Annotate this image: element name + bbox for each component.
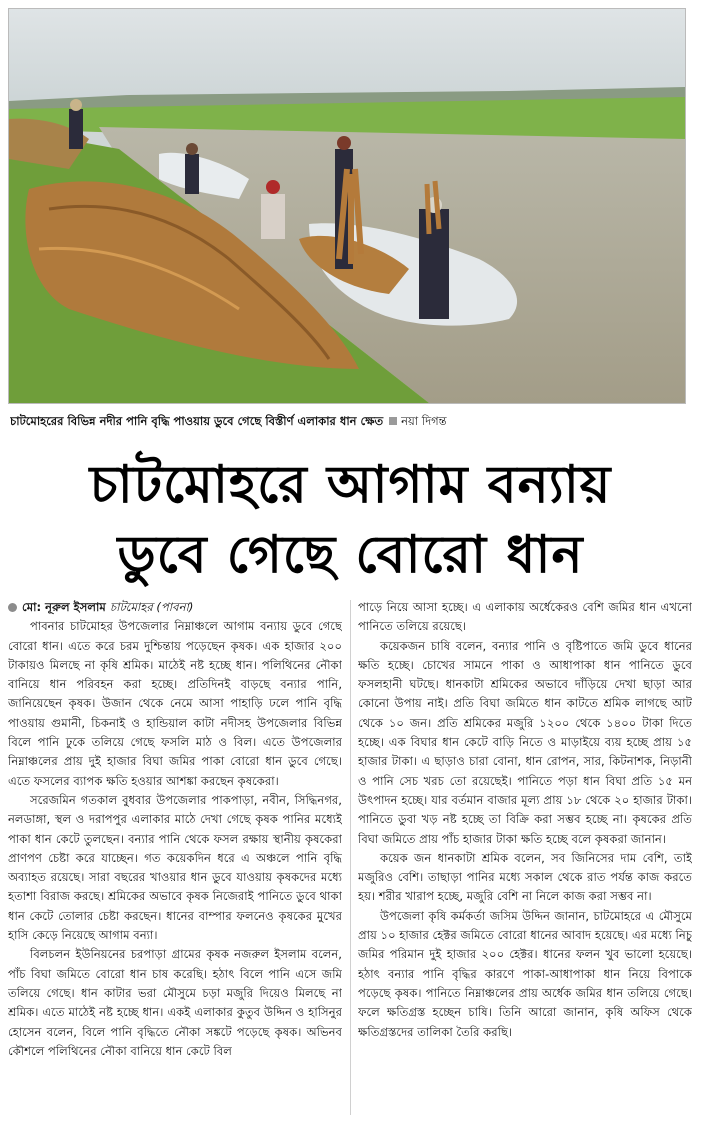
paragraph: বিলচলন ইউনিয়নের চরপাড়া গ্রামের কৃষক নজরুল ইসলাম বলেন, পাঁচ বিঘা জমিতে বোরো ধান চাষ করেছি। হঠাৎ বিলে পানি এসে জমি তলিয়ে গেছে। ধান কাটার ভরা মৌসুমে চড়া মজুরি দিয়েও মিলছে না শ্রমিক। এতে মাঠেই নষ্ট হচ্ছে ধান। একই এলাকার কুতুব উদ্দিন ও হাসিনুর হোসেন বলেন, বিলে পানি বৃদ্ধিতে নৌকা সঙ্কটে পড়েছে কৃষক। অভিনব কৌশলে পলিথিনের নৌকা বানিয়ে ধান কেটে বিল [8,947,342,1058]
byline-name: মো: নূরুল ইসলাম [22,600,106,614]
headline-line-2: ডুবে গেছে বোরো ধান [117,525,584,585]
paragraph: কয়েক জন ধানকাটা শ্রমিক বলেন, সব জিনিসের দাম বেশি, তাই মজুরিও বেশি। তাছাড়া পানির মধ্যে সকাল থেকে রাত পর্যন্ত কাজ করতে হয়। শরীর খারাপ হচ্ছে, মজুরি বেশি না নিলে কাজ করা সম্ভব না। [358,850,692,904]
article-column-right [358,598,692,1118]
news-photo [8,8,686,404]
paragraph: সরেজমিন গতকাল বুধবার উপজেলার পাকপাড়া, নবীন, সিদ্ধিনগর, নলডাঙ্গা, স্থল ও দরাপপুর এলাকার মাঠে দেখা গেছে কৃষক পানির মধ্যেই পাকা ধান কেটে তুলছেন। বন্যার পানি থেকে ফসল রক্ষায় স্থানীয় কৃষকেরা প্রাণপণ চেষ্টা করে যাচ্ছেন। গত কয়েকদিন ধরে এ অঞ্চলে পানি বৃদ্ধি অব্যাহত রয়েছে। সারা বছরের খাওয়ার ধান ডুবে যাওয়ায় কৃষকদের মধ্যে হতাশা বিরাজ করছে। শ্রমিকের অভাবে কৃষক নিজেরাই পানিতে ডুবে থাকা ধান কেটে তোলার চেষ্টা করছেন। ধানের বাম্পার ফলনেও কৃষকের মুখের হাসি কেড়ে নিয়েছে আগাম বন্যা। [8,792,342,943]
caption-credit: নয়া দিগন্ত [401,414,447,428]
paddy-harvest-photo-icon [9,9,685,403]
byline-location: চাটমোহর (পাবনা) [109,600,194,614]
article-column-left [8,598,342,1118]
headline [0,450,701,590]
byline [8,598,342,617]
caption-square-icon [389,417,397,425]
paragraph: পাবনার চাটমোহর উপজেলার নিম্নাঞ্চলে আগাম বন্যায় ডুবে গেছে বোরো ধান। এতে করে চরম দুশ্চিন্তায় পড়েছেন কৃষক। এক হাজার ২০০ টাকায়ও মিলছে না কৃষি শ্রমিক। মাঠেই নষ্ট হচ্ছে ধান। পলিথিনের নৌকা বানিয়ে ধান পরিবহন করা হচ্ছে। প্রতিদিনই বাড়ছে বন্যার পানি, জানিয়েছেন কৃষক। উজান থেকে নেমে আসা পাহাড়ি ঢলে পানি বৃদ্ধি পাওয়ায় গুমানী, চিকনাই ও হান্ডিয়াল কাটা নদীসহ উপজেলার বিভিন্ন বিলে পানি ঢুকে তলিয়ে গেছে ফসলি মাঠ ও বিল। এতে উপজেলার নিম্নাঞ্চলের প্রায় দুই হাজার বিঘা জমির পাকা বোরো ধান ডুবে গেছে। এতে ফসলের ব্যাপক ক্ষতি হওয়ার আশঙ্কা করছেন কৃষকেরা। [8,619,342,788]
photo-caption [10,413,690,429]
paragraph: পাড়ে নিয়ে আসা হচ্ছে। এ এলাকায় অর্ধেকেরও বেশি জমির ধান এখনো পানিতে তলিয়ে রয়েছে। [358,600,692,634]
caption-text: চাটমোহরের বিভিন্ন নদীর পানি বৃদ্ধি পাওয়ায় ডুবে গেছে বিস্তীর্ণ এলাকার ধান ক্ষেত [10,414,384,428]
bullet-icon [8,603,17,612]
paragraph: উপজেলা কৃষি কর্মকর্তা জসিম উদ্দিন জানান, চাটমোহরে এ মৌসুমে প্রায় ১০ হাজার হেক্টর জমিতে বোরো ধানের আবাদ হয়েছে। এর মধ্যে নিচু জমির পরিমান দুই হাজার ২০০ হেক্টর। ধানের ফলন খুব ভালো হয়েছে। হঠাৎ বন্যার পানি বৃদ্ধির কারণে পাকা-আধাপাকা ধান নিয়ে বিপাকে পড়েছে কৃষক। পানিতে নিম্নাঞ্চলের প্রায় অর্ধেক জমির ধান তলিয়ে গেছে। ফলে ক্ষতিগ্রস্ত হচ্ছেন চাষি। তিনি আরো জানান, কৃষি অফিস থেকে ক্ষতিগ্রস্তদের তালিকা তৈরি করছি। [358,908,692,1039]
paragraph: কয়েকজন চাষি বলেন, বন্যার পানি ও বৃষ্টিপাতে জমি ডুবে ধানের ক্ষতি হচ্ছে। চোখের সামনে পাকা ও আধাপাকা ধান পানিতে ডুবে ফসলহানী ঘটছে। ধানকাটা শ্রমিকের অভাবে দাঁড়িয়ে দেখা ছাড়া আর কোনো উপায় নাই। প্রতি বিঘা জমিতে ধান কাটতে শ্রমিক লাগছে আট থেকে ১০ জন। প্রতি শ্রমিকের মজুরি ১২০০ থেকে ১৪০০ টাকা দিতে হচ্ছে। এক বিঘার ধান কেটে বাড়ি নিতে ও মাড়াইয়ে ব্যয় হচ্ছে প্রায় ১৫ হাজার টাকা। এ ছাড়াও চারা বোনা, ধান রোপন, সার, কিটনাশক, নিড়ানী ও পানি সেচ খরচ তো রয়েছেই। পানিতে পড়া ধান বিঘা প্রতি ১৫ মন উৎপাদন হচ্ছে। যার বর্তমান বাজার মূল্য প্রায় ১৮ থেকে ২০ হাজার টাকা। পানিতে ডুবা খড় নষ্ট হচ্ছে তা বিক্রি করা সম্ভব হচ্ছে না। কৃষকের প্রতি বিঘা জমিতে প্রায় পাঁচ হাজার টাকা ক্ষতি হচ্ছে বলে কৃষকরা জানান। [358,638,692,846]
column-divider [350,600,351,1115]
headline-line-1: চাটমোহরে আগাম বন্যায় [89,455,612,515]
